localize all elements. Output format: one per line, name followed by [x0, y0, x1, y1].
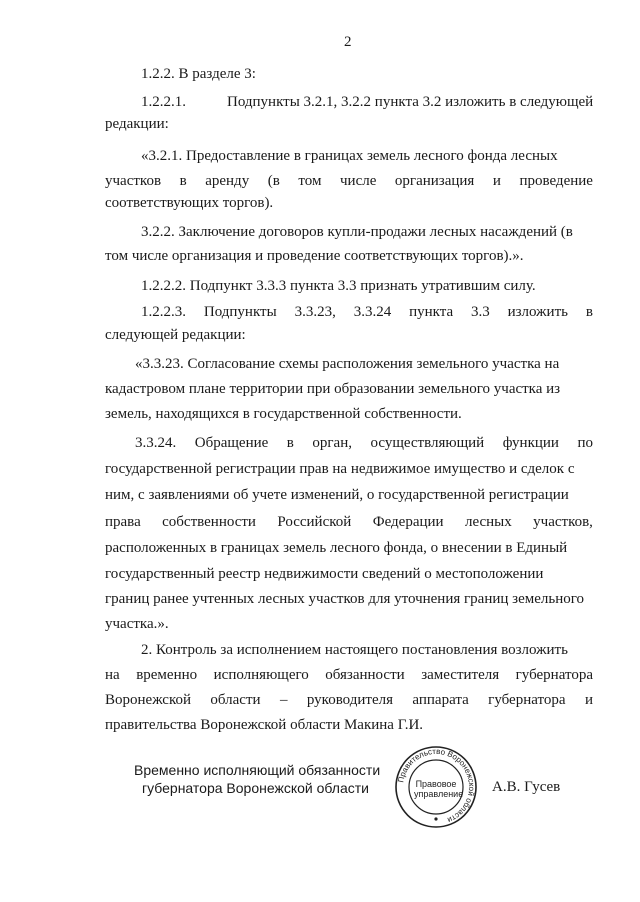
word: Подпункты — [203, 304, 277, 320]
word: собственности — [162, 514, 256, 530]
signature-title-line: Временно исполняющий обязанности — [134, 762, 381, 778]
word: и — [584, 692, 593, 708]
paragraph-2-justified-line — [105, 691, 593, 710]
clause-3-3-24-line: государственный реестр недвижимости сведений о местоположении — [105, 566, 544, 582]
word: губернатора — [488, 692, 566, 708]
signer-name: А.В. Гусев — [492, 779, 561, 795]
clause-3-3-24-line: границ ранее учтенных лесных участков для уточнения границ земельного — [105, 591, 585, 607]
paragraph-2-justified-line — [105, 666, 593, 685]
word: том — [298, 173, 322, 189]
clause-3-3-24-justified-line — [135, 434, 593, 453]
clause-3-3-23-line: «3.3.23. Согласование схемы расположения земельного участка на — [135, 356, 560, 372]
word: в — [179, 173, 187, 189]
word: области — [210, 692, 261, 708]
clause-3-2-2-line: том числе организация и проведение соответствующих торгов).». — [105, 248, 524, 264]
word: 3.3 — [470, 304, 490, 320]
clause-3-2-2-line: 3.2.2. Заключение договоров купли-продажи лесных насаждений (в — [141, 224, 573, 240]
word: функции — [502, 435, 559, 451]
section-heading: 1.2.2. В разделе 3: — [141, 66, 256, 82]
word: в — [286, 435, 294, 451]
word: исполняющего — [213, 667, 309, 683]
word: губернатора — [515, 667, 593, 683]
word: аренду — [205, 173, 250, 189]
clause-3-3-24-line: участка.». — [105, 616, 169, 632]
word: 1.2.2.3. — [141, 304, 186, 320]
word: 3.3.24 — [353, 304, 392, 320]
clause-3-3-24-line: государственной регистрации прав на недвижимое имущество и сделок с — [105, 461, 575, 477]
word: Обращение — [194, 435, 269, 451]
clause-3-3-24-justified-line — [105, 513, 593, 532]
word: орган, — [312, 435, 352, 451]
word: в — [585, 304, 593, 320]
stamp-ring-text: Правительство Воронежской области — [396, 746, 477, 825]
word: временно — [136, 667, 198, 683]
clause-3-2-1-line: «3.2.1. Предоставление в границах земель лесного фонда лесных — [141, 148, 558, 164]
clause-3-2-1-justified-line — [105, 172, 593, 191]
item-number: 1.2.2.1. — [141, 94, 186, 110]
clause-3-3-24-line: расположенных в границах земель лесного фонда, о внесении в Единый — [105, 540, 568, 556]
item-text: Подпункты 3.2.1, 3.2.2 пункта 3.2 изложить в следующей — [227, 94, 594, 110]
item-1-2-2-3-continued: следующей редакции: — [105, 327, 246, 343]
word: числе — [340, 173, 377, 189]
clause-3-3-23-line: кадастровом плане территории при образовании земельного участка из — [105, 381, 561, 397]
word: по — [577, 435, 593, 451]
word: 3.3.23, — [294, 304, 336, 320]
item-text-continued: редакции: — [105, 116, 169, 132]
word: осуществляющий — [370, 435, 485, 451]
item-1-2-2-2: 1.2.2.2. Подпункт 3.3.3 пункта 3.3 признать утратившим силу. — [141, 278, 536, 294]
word: изложить — [507, 304, 568, 320]
word: Воронежской — [105, 692, 191, 708]
paragraph-2-line: 2. Контроль за исполнением настоящего постановления возложить — [141, 642, 568, 658]
official-stamp — [394, 745, 478, 829]
clause-3-2-1-line: соответствующих торгов). — [105, 195, 274, 211]
word: аппарата — [412, 692, 469, 708]
word: 3.3.24. — [135, 435, 177, 451]
page-number: 2 — [344, 34, 352, 50]
word: и — [492, 173, 501, 189]
clause-3-3-24-line: ним, с заявлениями об учете изменений, о государственной регистрации — [105, 487, 569, 503]
word: пункта — [409, 304, 454, 320]
word: проведение — [519, 173, 593, 189]
word: обязанности — [325, 667, 405, 683]
stamp-center-text: Правовое управление — [414, 779, 464, 799]
word: участков, — [533, 514, 593, 530]
word: участков — [105, 173, 162, 189]
word: руководителя — [306, 692, 394, 708]
item-1-2-2-3-justified-line — [141, 303, 593, 322]
word: Федерации — [372, 514, 444, 530]
paragraph-2-line: правительства Воронежской области Макина Г.И. — [105, 717, 424, 733]
word: (в — [267, 173, 280, 189]
word: права — [105, 514, 141, 530]
word: Российской — [277, 514, 352, 530]
clause-3-3-23-line: земель, находящихся в государственной собственности. — [105, 406, 462, 422]
word: на — [105, 667, 120, 683]
word: лесных — [464, 514, 512, 530]
word: заместителя — [421, 667, 500, 683]
word: организация — [394, 173, 475, 189]
word: – — [279, 692, 288, 708]
signature-title-line: губернатора Воронежской области — [142, 780, 369, 796]
